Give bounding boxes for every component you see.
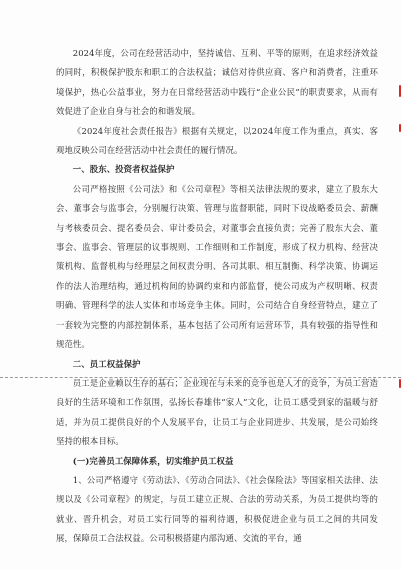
document-body xyxy=(56,44,378,549)
section-heading-shareholders: 一、股东、投资者权益保护 xyxy=(72,164,175,175)
paragraph-employee-culture: 员工是企业赖以生存的基石；企业现在与未来的竞争也是人才的竞争，为员工营造良好的生活环境和工作氛围，弘扬长春雄伟“家人”文化，让员工感受到家的温暖与舒适，并为员工提供良好的个人发展平台，让员工与企业同进步、共发展，是公司始终坚持的根本目标。 xyxy=(56,377,378,447)
paragraph-governance: 公司严格按照《公司法》和《公司章程》等相关法律法规的要求，建立了股东大会、董事会与监事会，分别履行决策、管理与监督职能，同时下设战略委员会、薪酬与考核委员会、提名委员会、审计委员会，对董事会直接负责；完善了股东大会、董事会、监事会、管理层的议事规则、工作细则和工作制度，形成了权力机构、经营决策机构、监督机构与经理层之间权责分明、各司其职、相互制衡、科学决策、协调运作的法人治理结构，通过机构间的协调约束和内部监督，使公司成为产权明晰、权责明确、管理科学的法人实体和市场竞争主体。同时，公司结合自身经营特点，建立了一套较为完整的内部控制体系，基本包括了公司所有运营环节，具有较强的指导性和规范性。 xyxy=(56,183,378,350)
paragraph-intro: 2024年度，公司在经营活动中，坚持诚信、互利、平等的原则，在追求经济效益的同时，积极保护股东和职工的合法权益；诚信对待供应商、客户和消费者，注重环境保护，热心公益事业，努力在日常经营活动中践行“企业公民”的职责要求，从而有效促进了企业自身与社会的和谐发展。 xyxy=(56,48,378,117)
subsection-heading-protection: (一)完善员工保障体系，切实维护员工权益 xyxy=(72,455,234,466)
paragraph-report-scope: 《2024年度社会责任报告》根据有关规定，以2024年度工作为重点，真实、客观地反映公司在经营活动中社会责任的履行情况。 xyxy=(56,125,378,156)
section-heading-employees: 二、员工权益保护 xyxy=(72,358,141,369)
paragraph-labor-law: 1、公司严格遵守《劳动法》、《劳动合同法》、《社会保险法》等国家相关法律、法规以及《公司章程》的规定，与员工建立正规、合法的劳动关系，为员工提供均等的就业、晋升机会，对员工实行同等的福利待遇，积极促进企业与员工之间的共同发展，保障员工合法权益。公司积极搭建内部沟通、交流的平台，通 xyxy=(56,474,378,544)
